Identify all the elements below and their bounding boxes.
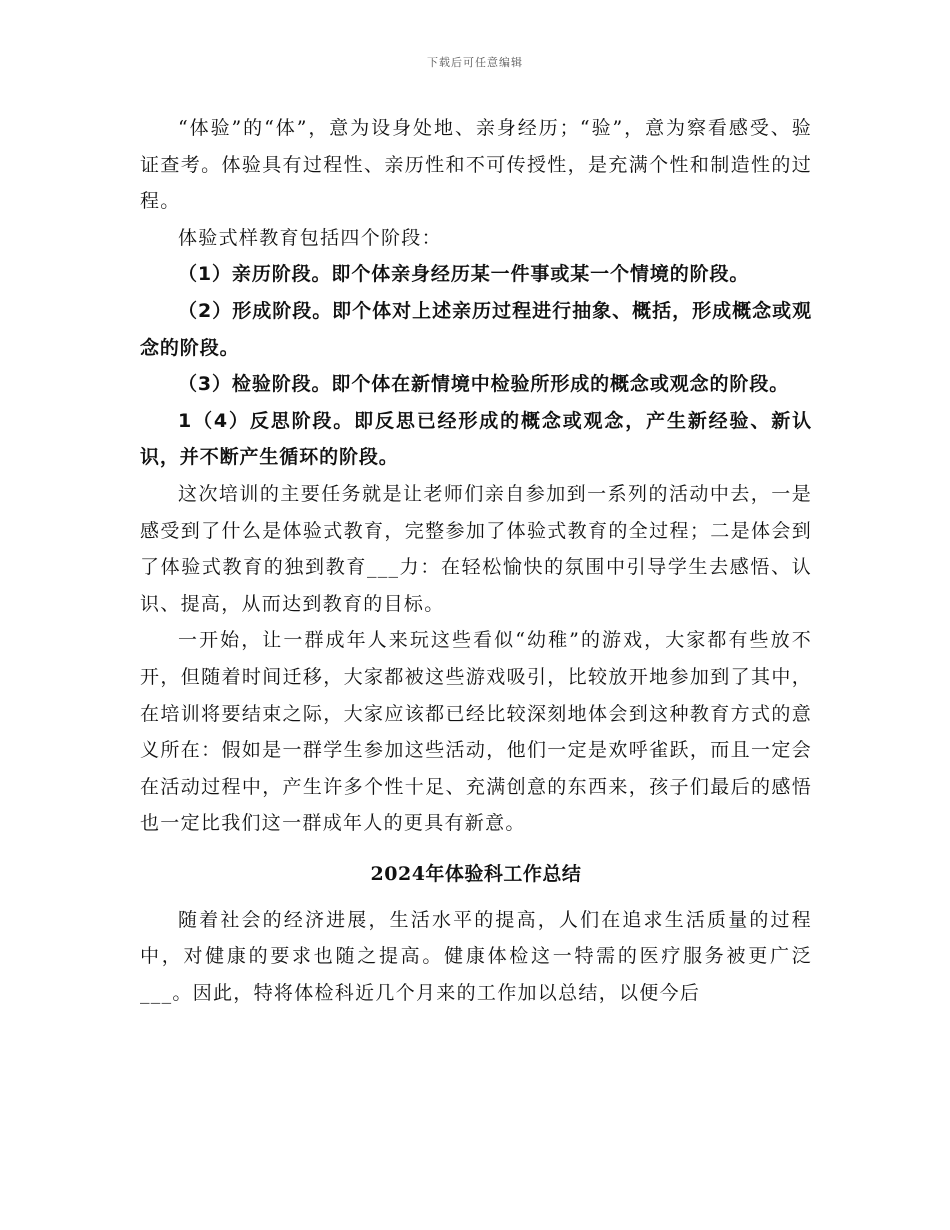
paragraph-stage-1: （1）亲历阶段。即个体亲身经历某一件事或某一个情境的阶段。 bbox=[178, 263, 750, 286]
paragraph-stage-3: （3）检验阶段。即个体在新情境中检验所形成的概念或观念的阶段。 bbox=[178, 373, 790, 396]
paragraph-stage-2: （2）形成阶段。即个体对上述亲历过程进行抽象、概括，形成概念或观念的阶段。 bbox=[140, 299, 812, 359]
page-header: 下载后可任意编辑 bbox=[427, 56, 523, 69]
paragraph-reflection: 一开始，让一群成年人来玩这些看似“幼稚”的游戏，大家都有些放不开，但随着时间迁移，大家都被这些游戏吸引，比较放开地参加到了其中，在培训将要结束之际，大家应该都已经比较深刻地体会到这种教育方式的意义所在：假如是一群学生参加这些活动，他们一定是欢呼雀跃，而且一定会在活动过程中，产生许多个性十足、充满创意的东西来，孩子们最后的感悟也一定比我们这一群成年人的更具有新意。 bbox=[140, 629, 812, 835]
paragraph-definition: “体验”的“体”，意为设身处地、亲身经历；“验”，意为察看感受、验证查考。体验具有过程性、亲历性和不可传授性，是充满个性和制造性的过程。 bbox=[140, 117, 812, 213]
paragraph-stages-intro: 体验式样教育包括四个阶段： bbox=[178, 226, 442, 249]
paragraph-training-task: 这次培训的主要任务就是让老师们亲自参加到一系列的活动中去，一是感受到了什么是体验式教育，完整参加了体验式教育的全过程；二是体会到了体验式教育的独到教育___力：在轻松愉快的氛围中引导学生去感悟、认识、提高，从而达到教育的目标。 bbox=[140, 482, 812, 615]
section-heading: 2024年体验科工作总结 bbox=[370, 862, 582, 885]
paragraph-summary-intro: 随着社会的经济进展，生活水平的提高，人们在追求生活质量的过程中，对健康的要求也随之提高。健康体检这一特需的医疗服务被更广泛___。因此，特将体检科近几个月来的工作加以总结，以便今后 bbox=[140, 908, 812, 1005]
paragraph-stage-4: 1（4）反思阶段。即反思已经形成的概念或观念，产生新经验、新认识，并不断产生循环的阶段。 bbox=[140, 409, 812, 469]
document-body bbox=[140, 110, 812, 1012]
